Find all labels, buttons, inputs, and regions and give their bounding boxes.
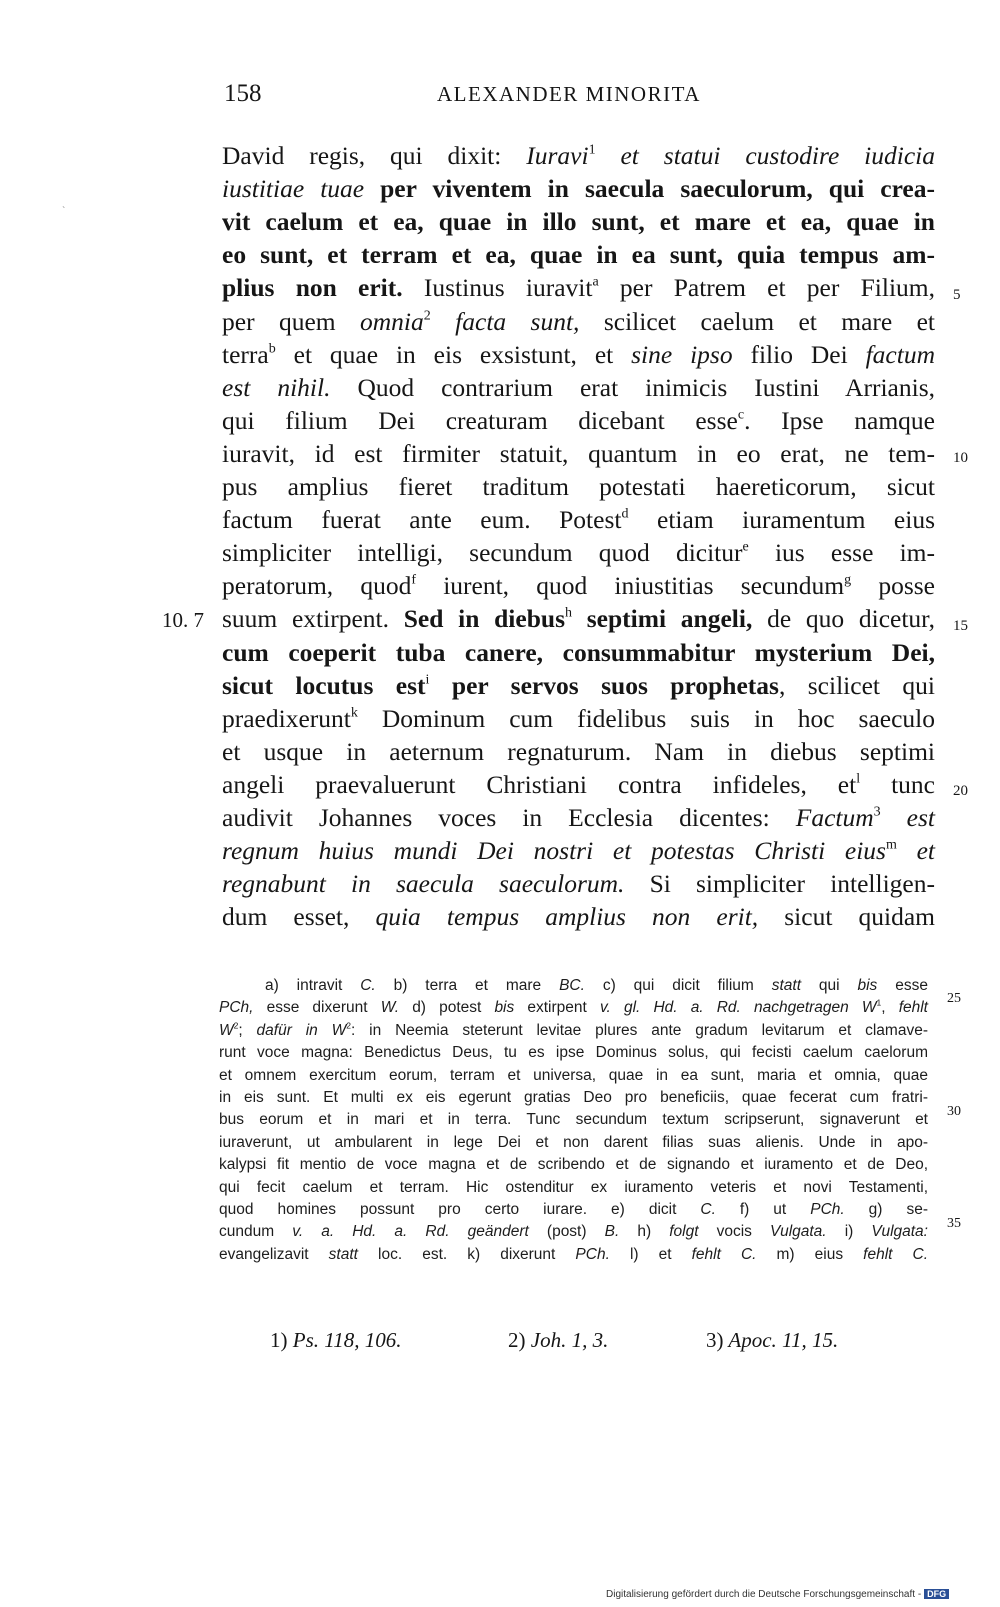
- text-line: [222, 205, 935, 239]
- italic-text: facta sunt,: [455, 306, 580, 336]
- bold-lemma: septimi angeli,: [586, 604, 753, 634]
- italic-text: bis: [494, 999, 515, 1017]
- text-run: et usque in aeternum regnaturum. Nam in diebus septimi: [222, 736, 935, 766]
- footnote-marker: m: [885, 837, 897, 853]
- line-number: 20: [953, 783, 968, 799]
- text-run: h): [619, 1223, 670, 1241]
- text-line: [222, 172, 935, 206]
- text-line: [222, 437, 935, 471]
- footnote-marker: d: [621, 506, 629, 522]
- text-line: [222, 768, 935, 802]
- italic-text: Iuravi: [526, 141, 589, 170]
- italic-text: fehlt: [898, 999, 928, 1017]
- bold-lemma: vit caelum et ea, quae in illo sunt, et mare et ea, quae in: [222, 207, 935, 237]
- footnote-marker: i: [425, 672, 430, 688]
- italic-text: v. gl. Hd. a. Rd. nachgetragen W: [599, 999, 877, 1017]
- text-run: c) qui dicit filium: [584, 977, 772, 994]
- reference-number: 3): [706, 1328, 724, 1352]
- text-run: pus amplius fieret traditum potestati haereticorum, sicut: [222, 472, 935, 501]
- reference-text: Apoc. 11, 15.: [728, 1328, 839, 1352]
- footnote-marker: c: [737, 407, 745, 423]
- text-run: iuraverunt, ut ambularent in lege Dei et non darent filias suas alienis. Unde in apo-: [219, 1133, 928, 1151]
- text-run: dum esset,: [222, 902, 376, 932]
- bold-lemma: per viventem in saecula saeculorum, qui crea-: [380, 174, 935, 204]
- text-line: [222, 569, 935, 603]
- text-run: de quo dicetur,: [752, 604, 936, 634]
- text-run: qui filium Dei creaturam dicebant esse: [222, 405, 738, 435]
- bold-lemma: plius non erit.: [222, 273, 403, 303]
- text-line: [222, 139, 935, 173]
- line-number: 5: [953, 287, 961, 303]
- text-run: scilicet caelum et mare et: [579, 306, 936, 336]
- footnote-marker: 2: [423, 307, 431, 323]
- text-run: loc. est. k) dixerunt: [357, 1245, 576, 1263]
- italic-text: W.: [380, 999, 400, 1017]
- italic-text: regnabunt in saecula saeculorum.: [222, 869, 625, 899]
- footnote-marker: 2: [346, 1020, 352, 1031]
- reference-text: Joh. 1, 3.: [530, 1328, 609, 1352]
- page-number: 158: [224, 80, 262, 107]
- text-run: ius esse im-: [748, 538, 935, 568]
- text-run: runt voce magna: Benedictus Deus, tu es ipse Dominus solus, qui fecisti caelum caelorum: [219, 1044, 928, 1062]
- text-line: [222, 271, 935, 305]
- apparatus-line: [219, 1109, 928, 1132]
- text-run: posse: [851, 571, 935, 601]
- italic-text: Factum: [795, 803, 874, 832]
- footnote-marker: l: [856, 771, 861, 787]
- text-run: ,: [881, 999, 899, 1017]
- text-run: audivit Johannes voces in Ecclesia dicentes:: [222, 803, 796, 832]
- italic-text: bis: [857, 977, 878, 994]
- text-run: iuravit, id est firmiter statuit, quantum in eo erat, ne tem-: [222, 438, 935, 468]
- text-run: f) ut: [715, 1201, 811, 1218]
- text-run: d) potest: [399, 999, 495, 1017]
- italic-text: statt: [771, 977, 802, 994]
- apparatus-line: [219, 1065, 928, 1088]
- text-run: cundum: [219, 1223, 293, 1241]
- footnote-marker: 3: [873, 804, 881, 820]
- footnote-marker: e: [742, 539, 749, 555]
- text-run: Si simpliciter intelligen-: [624, 869, 935, 899]
- text-run: factum fuerat ante eum. Potest: [222, 505, 622, 535]
- text-run: esse dixerunt: [253, 999, 381, 1017]
- text-run: terra: [222, 339, 269, 369]
- apparatus-line: [219, 997, 928, 1020]
- bold-lemma: cum coeperit tuba canere, consummabitur mysterium Dei,: [222, 637, 935, 667]
- source-reference: [706, 1328, 838, 1353]
- italic-text: sine ipso: [631, 339, 733, 369]
- bold-lemma: sicut locutus est: [222, 670, 426, 700]
- text-run: filio Dei: [732, 339, 866, 369]
- text-line: [222, 404, 935, 438]
- text-run: qui: [801, 977, 858, 994]
- reference-number: 1): [270, 1328, 288, 1352]
- italic-text: iustitiae tuae: [222, 174, 365, 204]
- text-line: [222, 536, 935, 570]
- apparatus-line: [219, 1244, 928, 1267]
- running-title: ALEXANDER MINORITA: [437, 82, 701, 106]
- italic-text: W: [219, 1021, 234, 1039]
- italic-text: omnia: [360, 306, 424, 336]
- reference-number: 2): [508, 1328, 526, 1352]
- apparatus-line: [219, 1132, 928, 1155]
- apparatus-line: [219, 1221, 928, 1244]
- footnote-marker: 1: [588, 142, 596, 158]
- apparatus-line: [219, 1177, 928, 1200]
- footnote-marker: f: [411, 572, 417, 588]
- text-run: in eis sunt. Et multi ex eis egerunt gratias Deo pro beneficiis, quae fecerat cum fratri-: [219, 1089, 928, 1106]
- footnote-marker: b: [268, 341, 276, 357]
- italic-text: PCh,: [219, 999, 254, 1017]
- apparatus-line: [219, 1154, 928, 1177]
- dfg-logo: DFG: [924, 1589, 949, 1599]
- italic-text: quia tempus amplius non erit,: [375, 902, 759, 932]
- text-run: ;: [238, 1021, 257, 1039]
- scan-speck: ˋ: [62, 206, 66, 217]
- digitization-credit: [606, 1589, 949, 1600]
- footnote-marker: 2: [233, 1020, 239, 1031]
- page-header: [224, 80, 924, 112]
- text-run: kalypsi fit mentio de voce magna et de scribendo et de signando et iuramento et de Deo,: [219, 1156, 928, 1174]
- italic-text: C.: [360, 977, 376, 994]
- text-run: , scilicet qui: [778, 670, 935, 700]
- italic-text: statt: [328, 1245, 358, 1263]
- margin-scripture-ref: 10. 7: [162, 608, 204, 632]
- text-run: evangelizavit: [219, 1245, 329, 1263]
- text-line: [222, 371, 935, 405]
- text-run: sicut quidam: [758, 902, 935, 932]
- text-line: [222, 867, 935, 901]
- text-line: [222, 636, 935, 670]
- apparatus-line: [219, 1199, 928, 1222]
- text-run: suum extirpent.: [222, 604, 404, 634]
- text-run: b) terra et mare: [375, 977, 560, 994]
- bold-lemma: Sed in diebus: [403, 604, 565, 634]
- italic-text: est nihil.: [222, 372, 331, 402]
- text-run: m) eius: [756, 1245, 864, 1263]
- text-line: [222, 602, 935, 636]
- text-run: [431, 307, 455, 336]
- text-run: bus eorum et in mari et in terra. Tunc secundum textum scripserunt, signaverunt et: [219, 1111, 928, 1129]
- text-run: praedixerunt: [222, 703, 351, 733]
- text-run: extirpent: [514, 999, 600, 1017]
- italic-text: fehlt C.: [863, 1245, 928, 1263]
- text-run: simpliciter intelligi, secundum quod dicitur: [222, 538, 743, 568]
- italic-text: BC.: [559, 977, 585, 994]
- text-run: angeli praevaluerunt Christiani contra infideles, et: [222, 769, 857, 799]
- text-line: [222, 702, 935, 736]
- italic-text: C.: [700, 1201, 716, 1218]
- text-run: per Patrem et per Filium,: [598, 273, 935, 303]
- italic-text: Vulgata:: [871, 1223, 928, 1241]
- apparatus-line: [219, 1087, 928, 1110]
- text-line: [222, 305, 935, 339]
- text-line: [222, 735, 935, 769]
- text-run: g) se-: [844, 1201, 928, 1218]
- footnote-marker: a: [592, 274, 599, 290]
- italic-text: fehlt C.: [691, 1245, 757, 1263]
- note-line-number: 25: [947, 991, 961, 1006]
- text-run: et quae in eis exsistunt, et: [275, 339, 632, 369]
- text-line: [222, 669, 935, 703]
- line-number: 15: [953, 618, 968, 634]
- footnote-marker: h: [565, 605, 573, 621]
- text-line: [222, 503, 935, 537]
- italic-text: folgt: [669, 1223, 699, 1241]
- text-run: [572, 604, 587, 633]
- italic-text: Vulgata.: [770, 1223, 827, 1241]
- source-reference: [508, 1328, 608, 1353]
- note-line-number: 35: [947, 1216, 961, 1231]
- text-run: Dominum cum fidelibus suis in hoc saeculo: [357, 703, 935, 733]
- italic-text: et statui custodire iudicia: [595, 141, 936, 170]
- text-run: [429, 671, 451, 700]
- text-run: l) et: [609, 1245, 692, 1263]
- text-run: peratorum, quod: [222, 571, 412, 601]
- text-run: . Ipse namque: [744, 405, 935, 435]
- text-run: qui fecit caelum et terram. Hic ostenditur ex iuramento veteris et novi Testamenti,: [219, 1178, 928, 1196]
- text-run: quod homines possunt pro certo iurare. e) dicit: [219, 1201, 701, 1218]
- footnote-marker: k: [350, 705, 358, 721]
- text-run: esse: [877, 977, 928, 994]
- source-reference: [270, 1328, 401, 1353]
- text-run: David regis, qui dixit:: [222, 141, 527, 170]
- text-run: etiam iuramentum eius: [628, 505, 936, 535]
- italic-text: v. a. Hd. a. Rd. geändert: [292, 1223, 529, 1241]
- italic-text: est: [880, 803, 935, 832]
- text-run: Quod contrarium erat inimicis Iustini Arrianis,: [330, 372, 935, 402]
- text-run: per quem: [222, 306, 360, 336]
- text-line: [222, 338, 935, 372]
- text-line: [222, 801, 935, 835]
- text-line: [222, 470, 935, 504]
- text-line: [222, 834, 935, 868]
- text-line: [222, 900, 935, 934]
- italic-text: regnum huius mundi Dei nostri et potestas Christi eius: [222, 836, 886, 866]
- apparatus-line: [265, 975, 928, 998]
- credit-text: Digitalisierung gefördert durch die Deutsche Forschungsgemeinschaft -: [606, 1589, 922, 1600]
- reference-text: Ps. 118, 106.: [292, 1328, 402, 1352]
- apparatus-line: [219, 1042, 928, 1065]
- text-run: tunc: [860, 769, 935, 799]
- text-run: : in Neemia steterunt levitae plures ante gradum levitarum et clamave-: [351, 1021, 928, 1039]
- italic-text: B.: [604, 1223, 620, 1241]
- italic-text: et: [896, 836, 935, 866]
- text-run: i): [826, 1223, 872, 1241]
- italic-text: factum: [865, 339, 935, 369]
- text-run: vocis: [698, 1223, 771, 1241]
- text-run: et omnem exercitum eorum, terram et universa, quae in ea sunt, maria et omnia, quae: [219, 1066, 928, 1084]
- text-run: iurent, quod iniustitias secundum: [416, 571, 845, 601]
- text-run: [364, 174, 380, 203]
- italic-text: PCh.: [575, 1245, 610, 1263]
- footnote-marker: 1: [876, 998, 882, 1008]
- bold-lemma: eo sunt, et terram et ea, quae in ea sunt, quia tempus am-: [222, 240, 935, 270]
- text-run: Iustinus iuravit: [402, 273, 593, 303]
- italic-text: dafür in W: [256, 1021, 347, 1039]
- line-number: 10: [953, 450, 968, 466]
- note-line-number: 30: [947, 1104, 961, 1119]
- text-run: a) intravit: [265, 977, 361, 994]
- bold-lemma: per servos suos prophetas: [451, 670, 779, 700]
- italic-text: PCh.: [810, 1201, 845, 1218]
- text-run: (post): [528, 1223, 605, 1241]
- text-line: [222, 238, 935, 272]
- apparatus-line: [219, 1020, 928, 1043]
- footnote-marker: g: [844, 572, 852, 588]
